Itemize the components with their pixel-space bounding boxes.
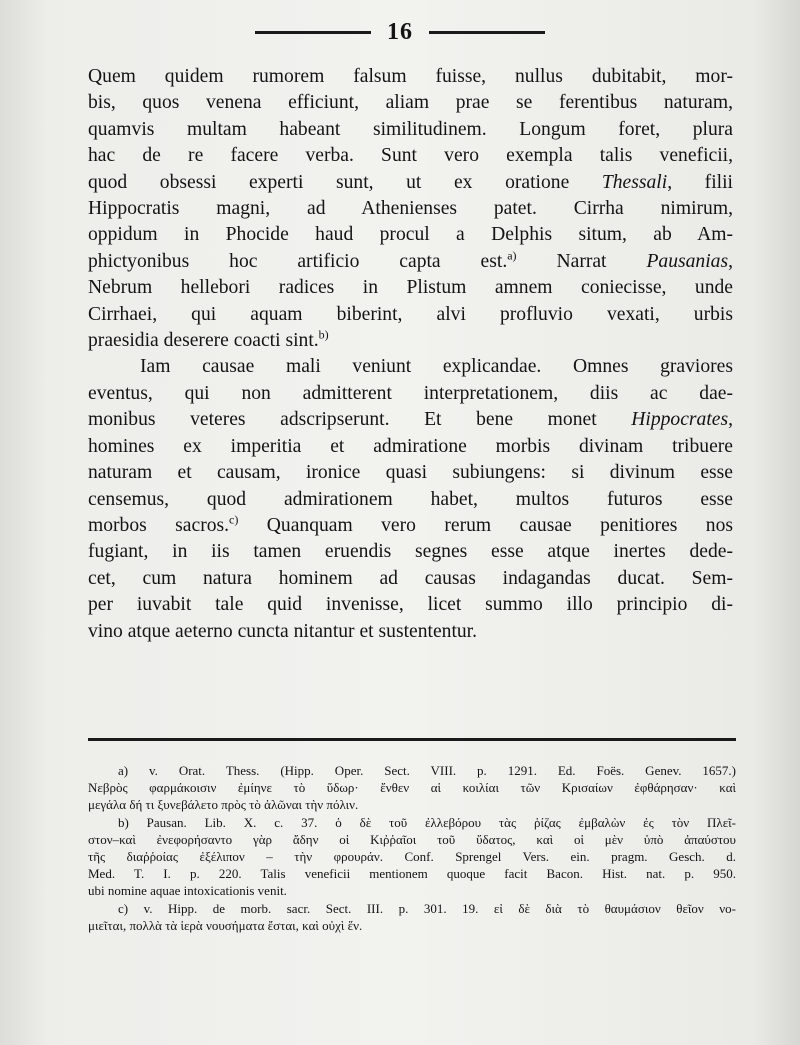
body-line-text: Cirrhaei, qui aquam biberint, alvi profluvio vexati, urbis — [88, 303, 733, 325]
footnote-divider — [88, 738, 736, 741]
italic-name: Thessali — [601, 171, 668, 193]
header-rule-right — [429, 31, 545, 34]
body-line — [88, 619, 733, 645]
body-line-text: , filii — [667, 171, 733, 193]
body-line-text: , — [728, 409, 733, 431]
footnote-b-line: στον–καὶ ἐνεφορήσαντο γὰρ ἄδην οἱ Κιῤῥαῖοι τοῦ ὕδατος, καὶ οἱ μὲν ὑπὸ ἀπαύστου — [88, 831, 736, 847]
body-line-text: Nebrum hellebori radices in Plistum amnem coniecisse, unde — [88, 277, 733, 299]
body-line — [88, 302, 733, 328]
footnote-b-line: ubi nomine aquae intoxicationis venit. — [88, 883, 287, 899]
body-line — [88, 275, 733, 301]
body-line — [88, 460, 733, 486]
body-line-text: Hippocratis magni, ad Athenienses patet. Cirrha nimirum, — [88, 198, 733, 220]
body-line-text: eventus, qui non admitterent interpretationem, diis ac dae- — [88, 382, 733, 404]
body-line-text: monibus veteres adscripserunt. Et bene monet — [88, 409, 632, 431]
body-line-text: naturam et causam, ironice quasi subiungens: si divinum esse — [88, 462, 733, 484]
body-line — [88, 143, 733, 169]
body-line-text: Narrat — [516, 250, 647, 272]
body-line — [88, 354, 733, 380]
body-line-text: Iam causae mali veniunt explicandae. Omnes graviores — [140, 356, 733, 378]
body-line — [88, 90, 733, 116]
body-line-text: quamvis multam habeant similitudinem. Longum foret, plura — [88, 118, 733, 140]
footnotes — [88, 762, 736, 934]
body-line-text: bis, quos venena efficiunt, aliam prae se ferentibus naturam, — [88, 92, 733, 114]
body-line — [88, 513, 733, 539]
footnote-a-line: Νεβρὸς φαρμάκοισιν ἐμίηνε τὸ ὕδωρ· ἔνθεν αἱ κοιλίαι τῶν Κρισαίων ἐφθάρησαν· καὶ — [88, 780, 736, 796]
body-line — [88, 170, 733, 196]
page-header — [0, 14, 800, 50]
italic-name: Pausanias — [646, 250, 729, 272]
footnote-b-line: Med. T. I. p. 220. Talis veneficii mentionem quoque facit Bacon. Hist. nat. p. 950. — [88, 866, 736, 882]
body-line — [88, 592, 733, 618]
body-text — [88, 64, 733, 645]
body-line-text: hac de re facere verba. Sunt vero exempla talis veneficii, — [88, 145, 733, 167]
footnote-b-line: b) Pausan. Lib. X. c. 37. ὁ δὲ τοῦ ἐλλεβόρου τὰς ῥίζας ἐμβαλὼν ἐς τὸν Πλεῖ- — [118, 814, 736, 830]
footnote-marker: a) — [507, 248, 517, 263]
body-line-text: Quanquam vero rerum causae penitiores nos — [238, 514, 734, 536]
body-line-text: oppidum in Phocide haud procul a Delphis situm, ab Am- — [88, 224, 733, 246]
footnote-c-line: μιεῖται, πολλὰ τὰ ἱερὰ νουσήματα ἔσται, καὶ οὐχὶ ἕν. — [88, 917, 363, 933]
body-line — [88, 328, 733, 354]
footnote-c-line: c) v. Hipp. de morb. sacr. Sect. III. p. 301. 19. εἰ δὲ διὰ τὸ θαυμάσιον θεῖον νο- — [118, 900, 736, 916]
footnote-a-line: a) v. Orat. Thess. (Hipp. Oper. Sect. VIII. p. 1291. Ed. Foës. Genev. 1657.) — [118, 763, 736, 778]
body-line-text: censemus, quod admirationem habet, multos futuros esse — [88, 488, 733, 510]
body-line — [88, 566, 733, 592]
body-line — [88, 539, 733, 565]
body-line — [88, 407, 733, 433]
footnote-b-line: τῆς διαῤῥοίας ἐξέλιπον – τὴν φρουράν. Conf. Sprengel Vers. ein. pragm. Gesch. d. — [88, 849, 736, 865]
body-line — [88, 196, 733, 222]
footnote-a-line: μεγάλα δή τι ξυνεβάλετο πρὸς τὸ ἀλῶναι τὴν πόλιν. — [88, 797, 359, 813]
body-line-text: morbos sacros. — [88, 514, 230, 536]
body-line — [88, 222, 733, 248]
body-line-text: phictyonibus hoc artificio capta est. — [88, 250, 508, 272]
body-line — [88, 64, 733, 90]
body-line — [88, 434, 733, 460]
body-line-text: per iuvabit tale quid invenisse, licet summo illo principio di- — [88, 594, 733, 616]
footnote-marker: c) — [229, 512, 239, 527]
body-line — [88, 117, 733, 143]
body-line-text: , — [728, 250, 733, 272]
body-line — [88, 249, 733, 275]
italic-name: Hippocrates — [631, 409, 729, 431]
body-line — [88, 381, 733, 407]
body-line-text: vino atque aeterno cuncta nitantur et sustententur. — [88, 620, 478, 642]
footnote-marker: b) — [318, 327, 329, 342]
body-line-text: homines ex imperitia et admiratione morbis divinam tribuere — [88, 435, 733, 457]
body-line-text: fugiant, in iis tamen eruendis segnes esse atque inertes dede- — [88, 541, 733, 563]
page-number: 16 — [387, 18, 413, 45]
body-line-text: quod obsessi experti sunt, ut ex oratione — [88, 171, 602, 193]
header-rule-left — [255, 31, 371, 34]
body-line-text: cet, cum natura hominem ad causas indagandas ducat. Sem- — [88, 567, 733, 589]
body-line-text: praesidia deserere coacti sint. — [88, 330, 319, 352]
body-line — [88, 487, 733, 513]
body-line-text: Quem quidem rumorem falsum fuisse, nullus dubitabit, mor- — [88, 66, 733, 87]
